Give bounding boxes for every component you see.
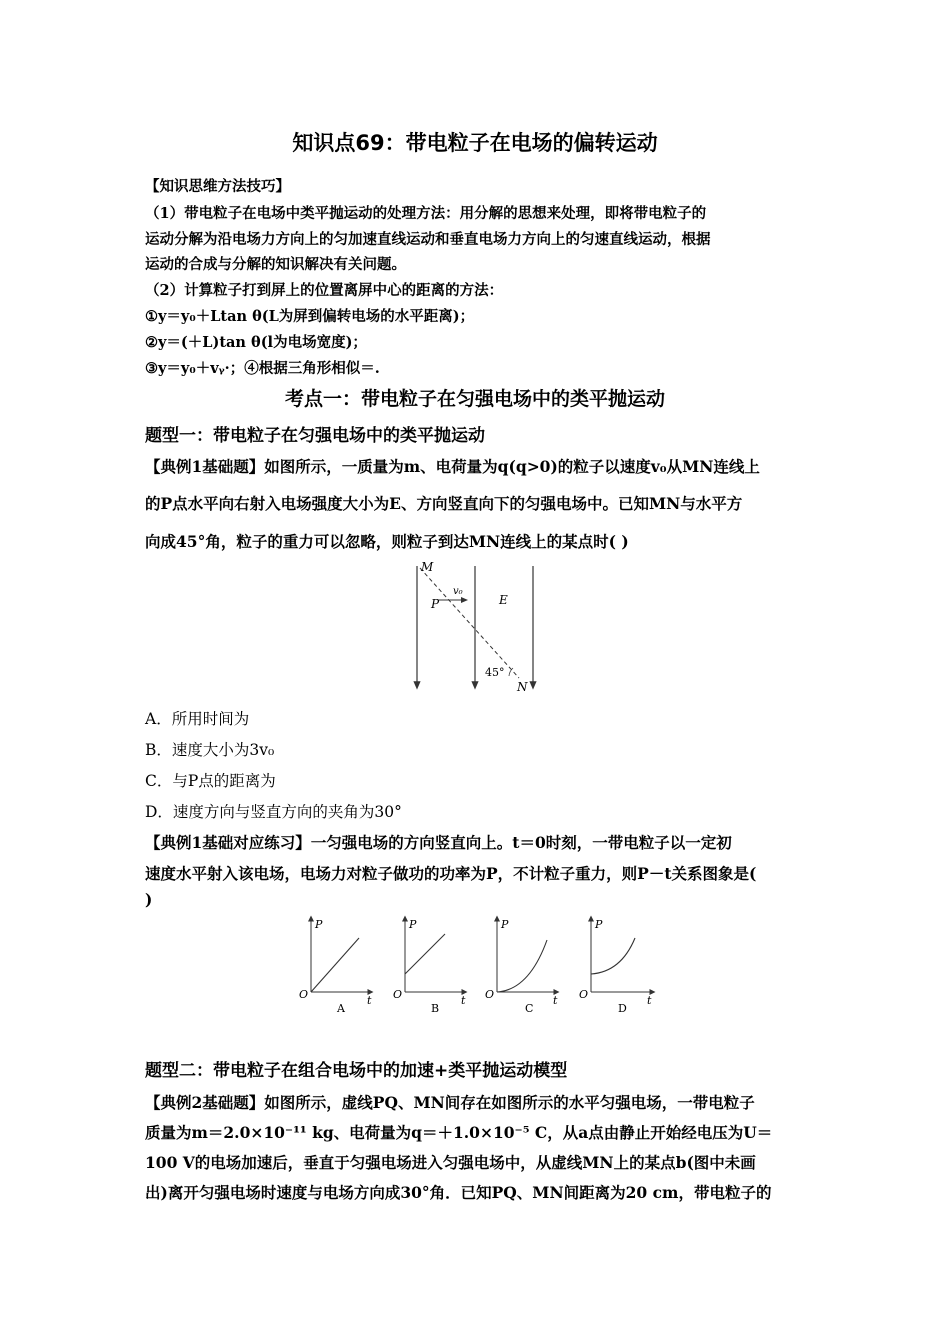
graph-d-label: D (618, 1002, 627, 1015)
graph-d-x-label: t (647, 994, 652, 1007)
graph-d-origin: O (579, 988, 589, 1001)
type-heading-2: 题型二：带电粒子在组合电场中的加速+类平抛运动模型 (145, 1061, 568, 1081)
field-diagram (405, 558, 555, 698)
ex1-line1: 【典例1基础题】如图所示，一质量为m、电荷量为q(q>0)的粒子以速度v₀从MN连线上 (145, 457, 760, 476)
method-heading: 【知识思维方法技巧】 (145, 178, 290, 195)
page-title: 知识点69：带电粒子在电场的偏转运动 (292, 131, 658, 155)
ex1-option-b: B．速度大小为3v₀ (145, 741, 275, 759)
formula-1: ①y＝y₀＋Ltan θ(L为屏到偏转电场的水平距离)； (145, 308, 475, 325)
curve-d (591, 938, 635, 974)
ex1p-line2: 速度水平射入该电场，电场力对粒子做功的功率为P，不计粒子重力，则P－t关系图象是( (145, 864, 757, 883)
ex2-line1: 【典例2基础题】如图所示，虚线PQ、MN间存在如图所示的水平匀强电场，一带电粒子 (145, 1093, 755, 1112)
graph-a-label: A (337, 1002, 345, 1015)
curve-c (497, 940, 547, 992)
method-p1-line1: （1）带电粒子在电场中类平抛运动的处理方法：用分解的思想来处理，即将带电粒子的 (145, 205, 707, 222)
graph-b-origin: O (393, 988, 403, 1001)
graph-b-y-label: P (409, 918, 417, 931)
graph-a (299, 918, 372, 1015)
ex1p-line1: 【典例1基础对应练习】一匀强电场的方向竖直向上。t＝0时刻，一带电粒子以一定初 (145, 833, 732, 852)
ex2-line3: 100 V的电场加速后，垂直于匀强电场进入匀强电场中，从虚线MN上的某点b(图中未画 (145, 1153, 756, 1172)
label-P: P (431, 597, 440, 611)
section-heading-1: 考点一：带电粒子在匀强电场中的类平抛运动 (284, 388, 665, 410)
method-p1-line3: 运动的合成与分解的知识解决有关问题。 (145, 256, 406, 273)
pt-graphs (295, 912, 665, 1022)
graph-c-x-label: t (553, 994, 558, 1007)
graph-c (485, 918, 558, 1015)
ex1-option-a: A．所用时间为 (145, 710, 250, 728)
method-p2: （2）计算粒子打到屏上的位置离屏中心的距离的方法： (145, 282, 504, 299)
graph-a-y-label: P (315, 918, 323, 931)
ex1-line2: 的P点水平向右射入电场强度大小为E、方向竖直向下的匀强电场中。已知MN与水平方 (145, 494, 743, 513)
label-angle: 45° (485, 666, 505, 679)
label-E: E (499, 593, 508, 607)
graph-c-y-label: P (501, 918, 509, 931)
graph-d (579, 918, 653, 1015)
graph-a-x-label: t (367, 994, 372, 1007)
label-N: N (517, 680, 528, 694)
graph-b-x-label: t (461, 994, 466, 1007)
ex2-line4: 出)离开匀强电场时速度与电场方向成30°角．已知PQ、MN间距离为20 cm，带电粒子的 (145, 1183, 772, 1202)
curve-b (405, 934, 445, 974)
type-heading-1: 题型一：带电粒子在匀强电场中的类平抛运动 (145, 426, 485, 446)
graph-d-y-label: P (595, 918, 603, 931)
formula-3: ③y＝y₀＋vᵧ·；④根据三角形相似＝. (145, 360, 380, 377)
graph-b-label: B (431, 1002, 440, 1015)
graph-c-origin: O (485, 988, 495, 1001)
mn-dashed-line (420, 568, 519, 678)
ex1-line3: 向成45°角，粒子的重力可以忽略，则粒子到达MN连线上的某点时( ) (145, 532, 629, 551)
ex1p-line3: ) (145, 890, 153, 909)
graph-a-origin: O (299, 988, 309, 1001)
ex1-option-d: D．速度方向与竖直方向的夹角为30° (145, 803, 402, 821)
graph-c-label: C (525, 1002, 534, 1015)
method-p1-line2: 运动分解为沿电场力方向上的匀加速直线运动和垂直电场力方向上的匀速直线运动，根据 (145, 231, 711, 248)
label-M: M (421, 560, 434, 574)
ex2-line2: 质量为m＝2.0×10⁻¹¹ kg、电荷量为q＝＋1.0×10⁻⁵ C，从a点由静止开始经电压为U＝ (145, 1123, 773, 1142)
label-v0: v₀ (453, 586, 463, 597)
formula-2: ②y＝(＋L)tan θ(l为电场宽度)； (145, 334, 367, 351)
graph-b (393, 918, 466, 1015)
curve-a (311, 938, 359, 992)
ex1-option-c: C．与P点的距离为 (145, 772, 276, 790)
